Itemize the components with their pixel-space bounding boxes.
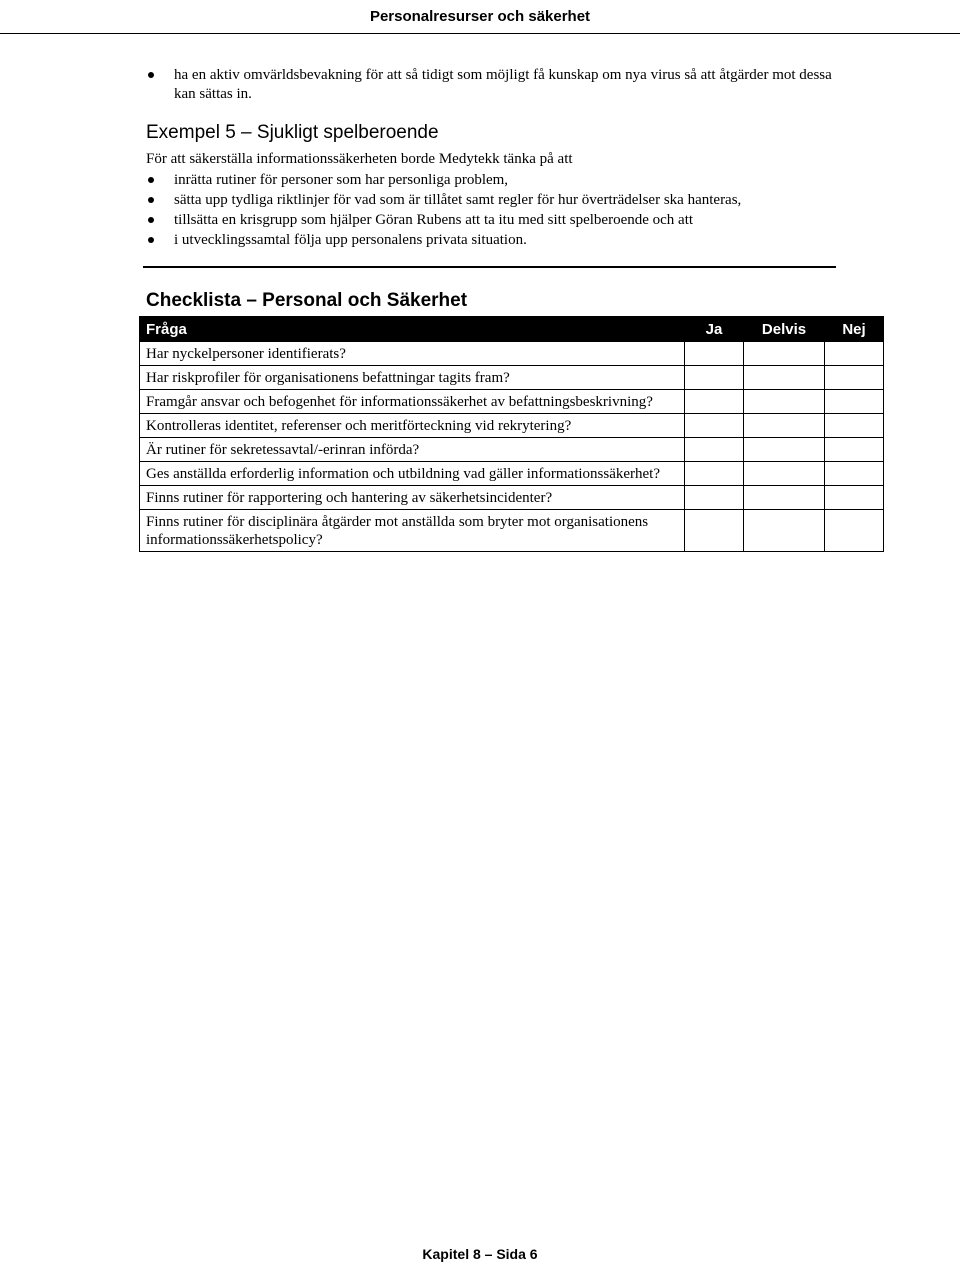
answer-partly-cell[interactable] <box>744 510 825 552</box>
header-title: Personalresurser och säkerhet <box>369 8 591 25</box>
answer-no-cell[interactable] <box>825 486 884 510</box>
question-cell: Har riskprofiler för organisationens befattningar tagits fram? <box>140 366 685 390</box>
answer-yes-cell[interactable] <box>685 486 744 510</box>
table-row <box>140 390 884 414</box>
table-row <box>140 438 884 462</box>
answer-partly-cell[interactable] <box>744 366 825 390</box>
list-item-text: tillsätta en krisgrupp som hjälper Göran Rubens att ta itu med sitt spelberoende och att <box>174 212 694 228</box>
bullet-icon <box>148 197 154 203</box>
list-item-text: ha en aktiv omvärldsbevakning för att så tidigt som möjligt få kunskap om nya virus så att åtgärder mot dessa kan sättas in. <box>174 67 832 102</box>
table-row <box>140 510 884 552</box>
header-divider <box>0 33 960 34</box>
answer-no-cell[interactable] <box>825 414 884 438</box>
list-item <box>146 211 846 230</box>
answer-no-cell[interactable] <box>825 438 884 462</box>
question-cell: Har nyckelpersoner identifierats? <box>140 342 685 366</box>
checklist-table <box>139 316 884 552</box>
page-header <box>0 0 960 34</box>
list-item <box>146 191 846 210</box>
answer-partly-cell[interactable] <box>744 342 825 366</box>
column-header-no: Nej <box>825 317 884 342</box>
list-item-text: i utvecklingssamtal följa upp personalens privata situation. <box>174 232 527 248</box>
bullet-list-example <box>146 171 846 251</box>
answer-yes-cell[interactable] <box>685 510 744 552</box>
bullet-icon <box>148 72 154 78</box>
column-header-question: Fråga <box>140 317 685 342</box>
question-cell: Ges anställda erforderlig information och utbildning vad gäller informationssäkerhet? <box>140 462 685 486</box>
section-divider <box>143 266 836 268</box>
list-item-text: sätta upp tydliga riktlinjer för vad som är tillåtet samt regler för hur överträdelser ska hanteras, <box>174 192 742 208</box>
list-item-text: inrätta rutiner för personer som har personliga problem, <box>174 172 509 188</box>
table-header-row <box>140 317 884 342</box>
answer-yes-cell[interactable] <box>685 366 744 390</box>
list-item <box>146 231 846 250</box>
table-row <box>140 486 884 510</box>
list-item <box>146 171 846 190</box>
answer-yes-cell[interactable] <box>685 414 744 438</box>
answer-yes-cell[interactable] <box>685 438 744 462</box>
column-header-partly: Delvis <box>744 317 825 342</box>
example-intro: För att säkerställa informationssäkerheten borde Medytekk tänka på att <box>146 151 573 167</box>
answer-no-cell[interactable] <box>825 366 884 390</box>
answer-no-cell[interactable] <box>825 510 884 552</box>
page-footer: Kapitel 8 – Sida 6 <box>422 1246 538 1262</box>
example-heading: Exempel 5 – Sjukligt spelberoende <box>146 122 439 143</box>
bullet-icon <box>148 177 154 183</box>
table-row <box>140 462 884 486</box>
answer-partly-cell[interactable] <box>744 390 825 414</box>
checklist-heading: Checklista – Personal och Säkerhet <box>146 290 468 311</box>
list-item <box>146 66 846 104</box>
question-cell: Är rutiner för sekretessavtal/-erinran införda? <box>140 438 685 462</box>
table-row <box>140 342 884 366</box>
bullet-icon <box>148 237 154 243</box>
answer-no-cell[interactable] <box>825 462 884 486</box>
table-row <box>140 414 884 438</box>
answer-partly-cell[interactable] <box>744 462 825 486</box>
question-cell: Finns rutiner för disciplinära åtgärder mot anställda som bryter mot organisationens informationssäkerhetspolicy? <box>140 510 685 552</box>
answer-partly-cell[interactable] <box>744 486 825 510</box>
table-row <box>140 366 884 390</box>
answer-no-cell[interactable] <box>825 390 884 414</box>
question-cell: Kontrolleras identitet, referenser och meritförteckning vid rekrytering? <box>140 414 685 438</box>
answer-partly-cell[interactable] <box>744 414 825 438</box>
answer-partly-cell[interactable] <box>744 438 825 462</box>
question-cell: Finns rutiner för rapportering och hantering av säkerhetsincidenter? <box>140 486 685 510</box>
column-header-yes: Ja <box>685 317 744 342</box>
answer-no-cell[interactable] <box>825 342 884 366</box>
answer-yes-cell[interactable] <box>685 462 744 486</box>
answer-yes-cell[interactable] <box>685 342 744 366</box>
answer-yes-cell[interactable] <box>685 390 744 414</box>
question-cell: Framgår ansvar och befogenhet för informationssäkerhet av befattningsbeskrivning? <box>140 390 685 414</box>
bullet-list-top <box>146 66 846 104</box>
bullet-icon <box>148 217 154 223</box>
